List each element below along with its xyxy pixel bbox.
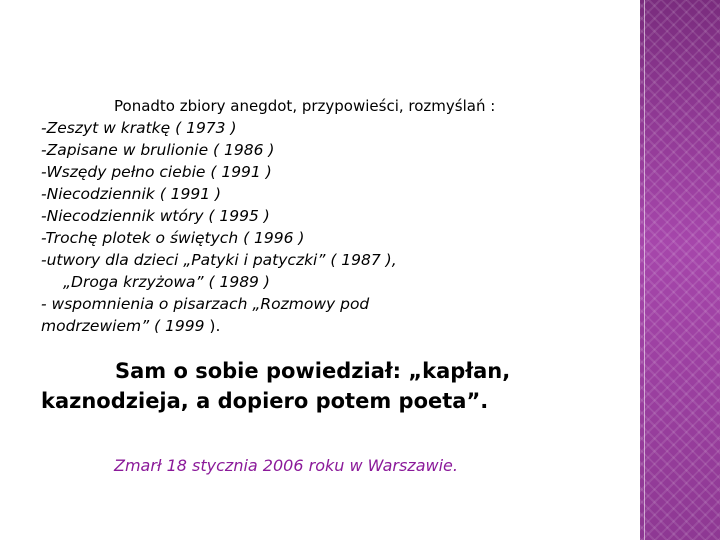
quote-line: kaznodzieja, a dopiero potem poeta”. (41, 389, 489, 413)
list-item: „Droga krzyżowa” ( 1989 ) (63, 273, 270, 291)
quote-line: Sam o sobie powiedział: „kapłan, (115, 359, 511, 383)
decorative-side-panel (640, 0, 720, 540)
side-panel-divider (644, 0, 645, 540)
list-item: -Trochę plotek o świętych ( 1996 ) (41, 229, 305, 247)
death-note: Zmarł 18 stycznia 2006 roku w Warszawie. (114, 456, 458, 475)
list-item: - wspomnienia o pisarzach „Rozmowy pod (41, 295, 370, 313)
list-item: -Zapisane w brulionie ( 1986 ) (41, 141, 275, 159)
list-item: -Niecodziennik ( 1991 ) (41, 185, 222, 203)
list-item (41, 315, 397, 337)
list-item: -Wszędy pełno ciebie ( 1991 ) (41, 163, 272, 181)
quote (41, 356, 561, 416)
list-item: -Zeszyt w kratkę ( 1973 ) (41, 119, 237, 137)
intro-text: Ponadto zbiory anegdot, przypowieści, rozmyślań : (114, 97, 496, 115)
list-item: -Niecodziennik wtóry ( 1995 ) (41, 207, 270, 225)
list-item-text: modrzewiem” ( 1999 (41, 317, 205, 335)
list-item: -utwory dla dzieci „Patyki i patyczki” ( 1987 ), (41, 251, 397, 269)
list-item-suffix: ). (209, 317, 221, 335)
works-list (41, 117, 397, 337)
